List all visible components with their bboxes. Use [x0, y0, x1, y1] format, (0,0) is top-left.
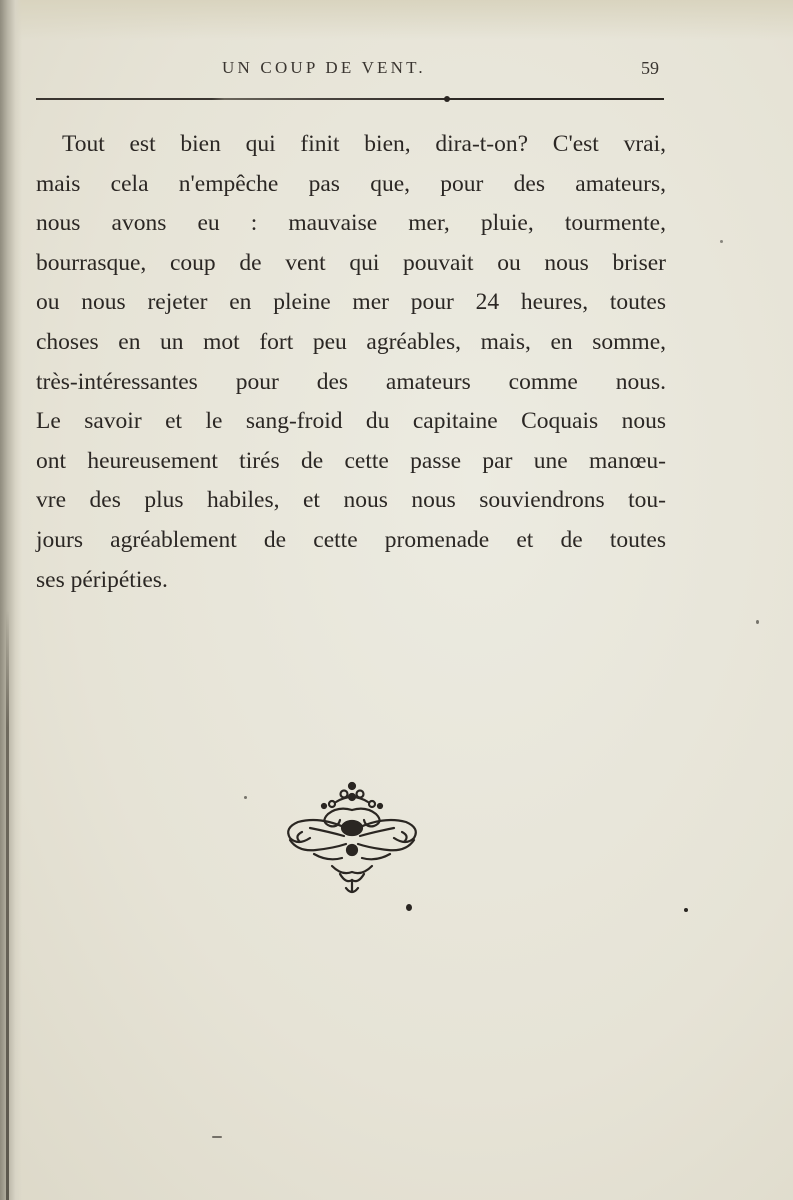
text-line: mais cela n'empêche pas que, pour des amateurs,: [36, 170, 666, 197]
running-title: UN COUP DE VENT.: [222, 58, 426, 77]
paper-speck: [406, 904, 412, 911]
running-head: [0, 58, 793, 88]
body-paragraph: [36, 125, 666, 600]
text-line: choses en un mot fort peu agréables, mais, en somme,: [36, 328, 666, 355]
paper-speck: [720, 240, 723, 243]
paper-speck: [244, 796, 247, 799]
binding-edge: [0, 0, 22, 1200]
tailpiece-ornament-icon: [280, 780, 424, 900]
text-line: bourrasque, coup de vent qui pouvait ou nous briser: [36, 249, 666, 276]
text-line: Le savoir et le sang-froid du capitaine Coquais nous: [36, 408, 666, 435]
page-number: 59: [641, 58, 659, 78]
text-line: jours agréablement de cette promenade et de toutes: [36, 526, 666, 553]
text-line: nous avons eu : mauvaise mer, pluie, tourmente,: [36, 210, 666, 237]
paper-speck: [756, 620, 759, 624]
text-line: ou nous rejeter en pleine mer pour 24 heures, toutes: [36, 289, 666, 316]
text-line: ont heureusement tirés de cette passe par une manœu-: [36, 447, 666, 474]
text-line: ses péripéties.: [36, 566, 168, 593]
page-top-shade: [0, 0, 793, 40]
text-line: vre des plus habiles, et nous nous souviendrons tou-: [36, 487, 666, 514]
paper-speck: [212, 1136, 222, 1138]
text-line: Tout est bien qui finit bien, dira-t-on? C'est vrai,: [62, 131, 666, 157]
paper-speck: [684, 908, 688, 912]
text-line: très-intéressantes pour des amateurs comme nous.: [36, 368, 666, 395]
header-rule: [36, 98, 664, 100]
header-rule-dot: [444, 96, 450, 102]
binding-line: [6, 610, 9, 1200]
